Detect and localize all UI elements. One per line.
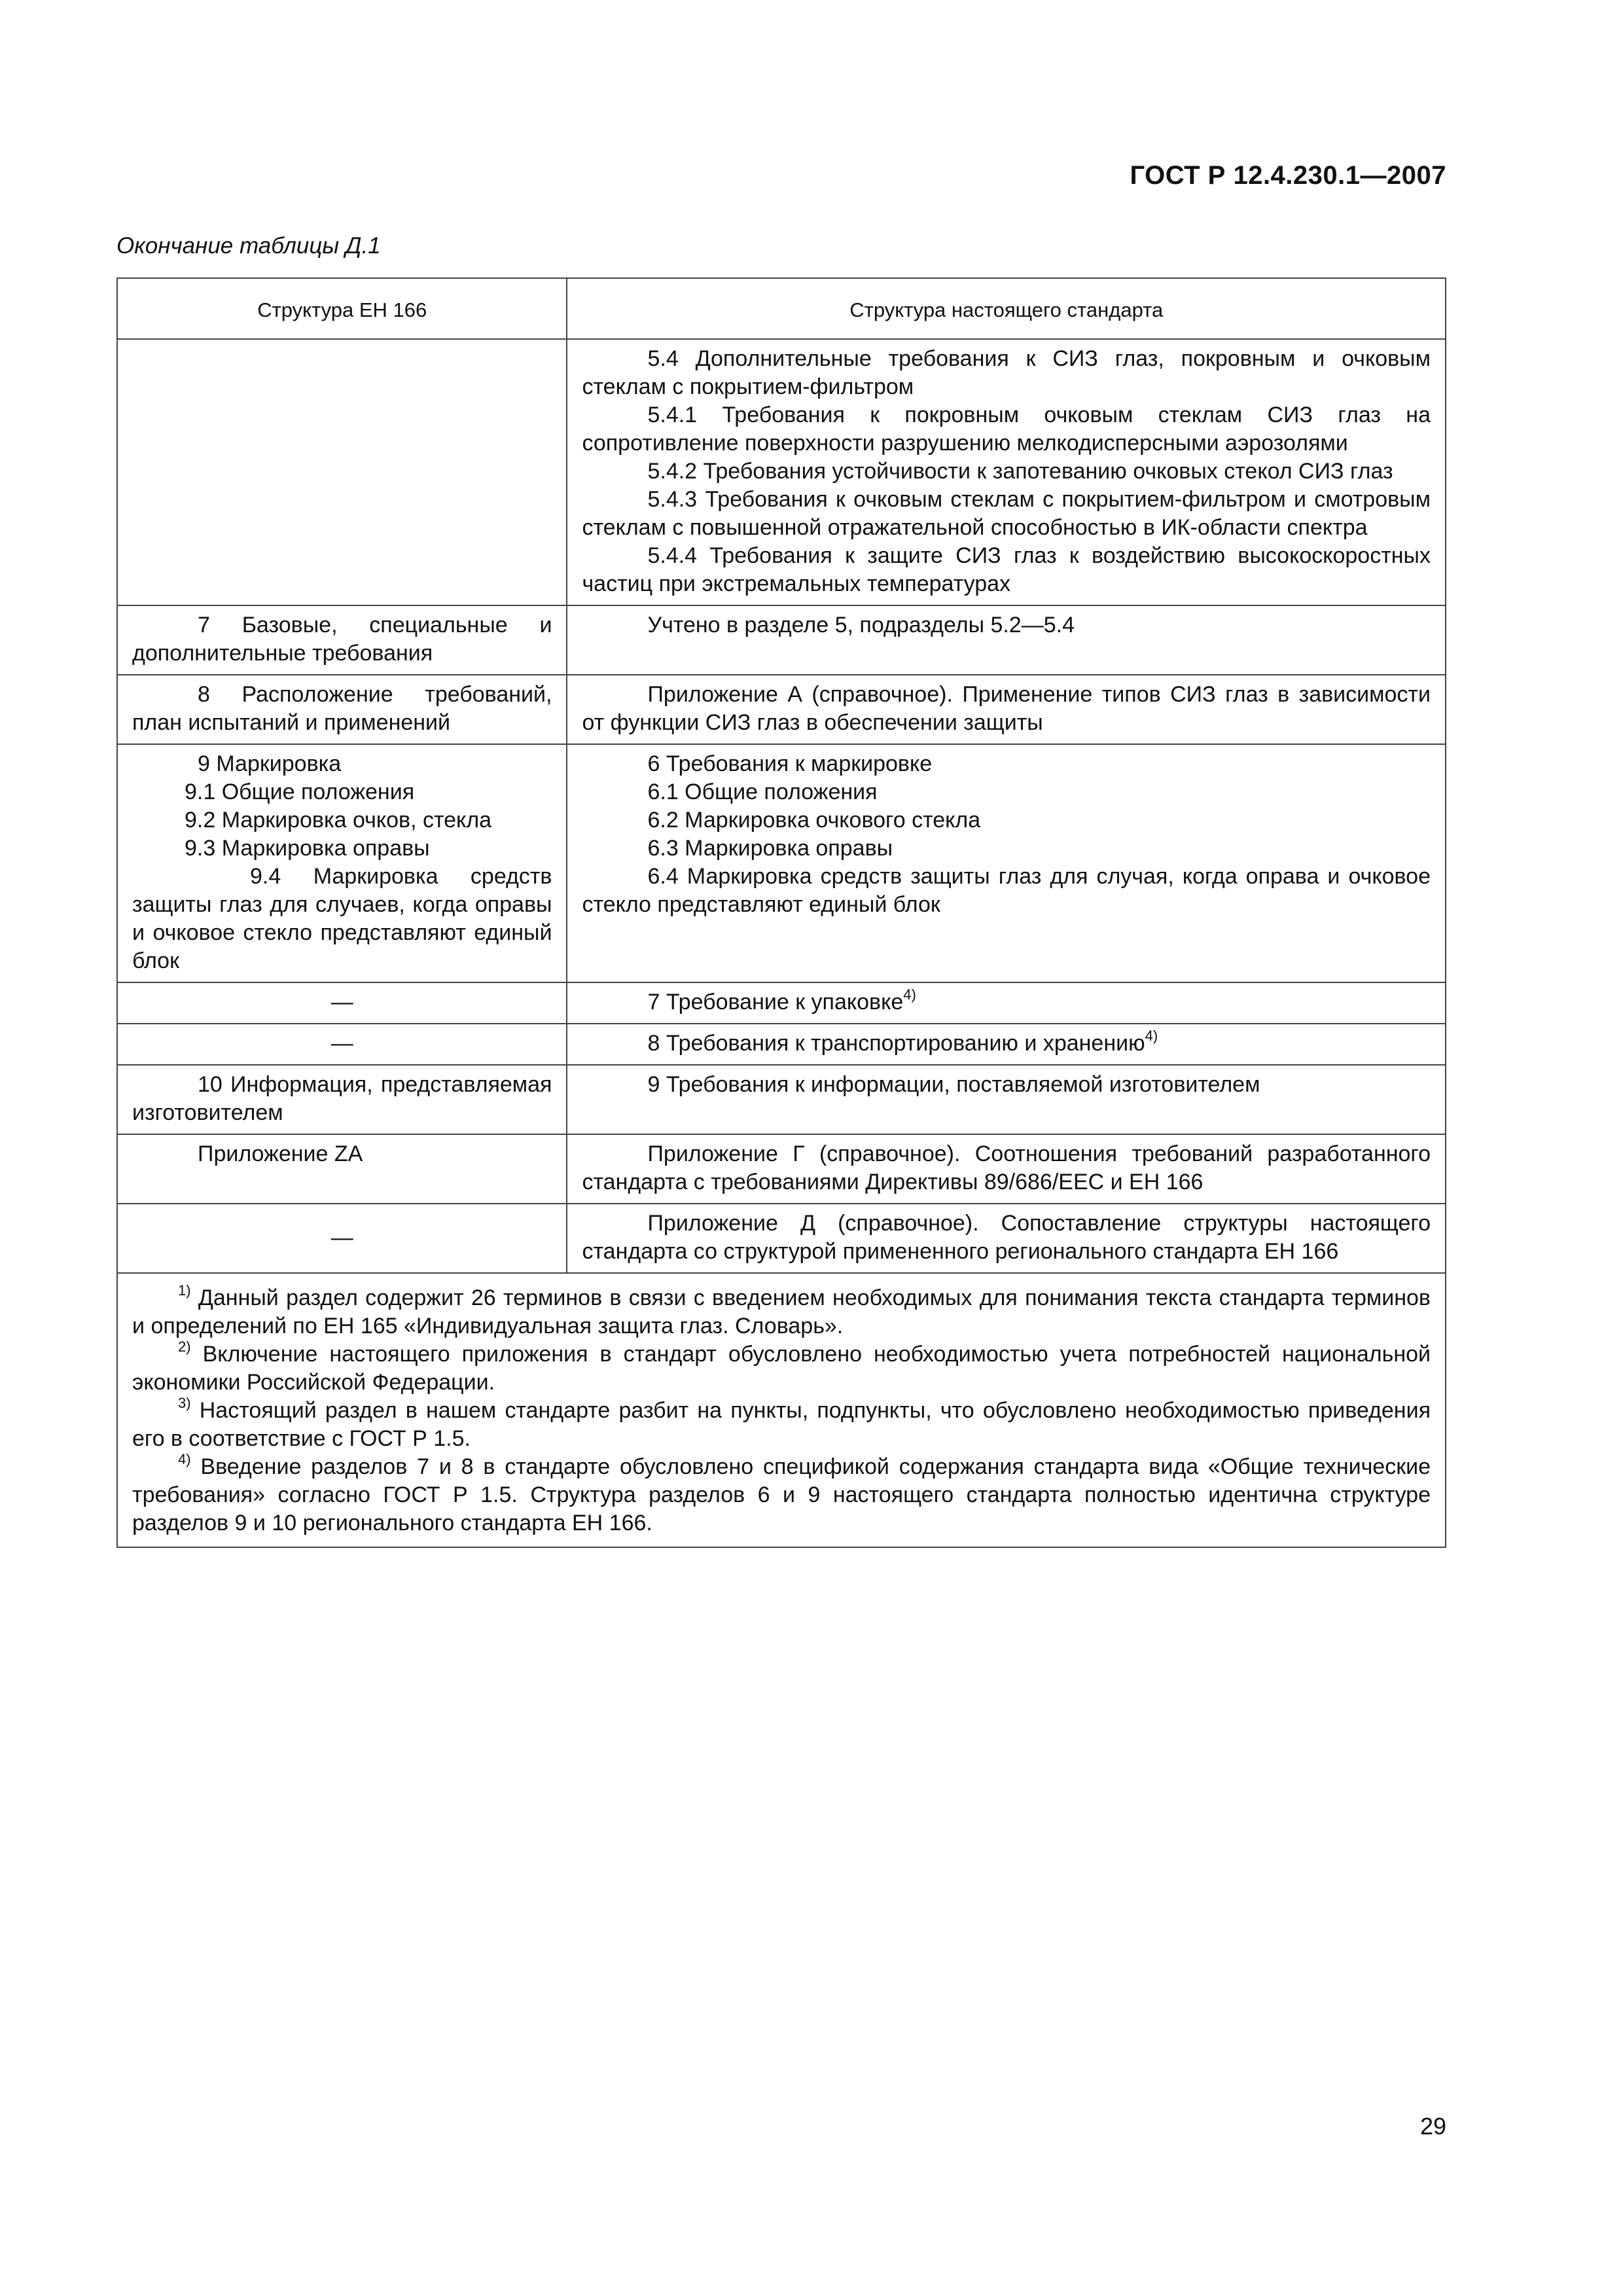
footnote-mark: 1) xyxy=(178,1282,191,1299)
table-row xyxy=(117,1024,1446,1065)
clause-5-4-4: 5.4.4 Требования к защите СИЗ глаз к воздействию высокоскоростных частиц при экстремальных температурах xyxy=(582,543,1431,596)
table-row xyxy=(117,339,1446,605)
clause-6-4: 6.4 Маркировка средств защиты глаз для случая, когда оправа и очковое стекло представляют единый блок xyxy=(582,864,1431,917)
footnote-ref: 4) xyxy=(903,986,916,1003)
column-header-this-standard: Структура настоящего стандарта xyxy=(567,278,1446,339)
cell-text: 9 Требования к информации, поставляемой изготовителем xyxy=(647,1072,1260,1097)
table-cell xyxy=(117,1134,567,1204)
clause-9-2: 9.2 Маркировка очков, стекла xyxy=(185,808,492,833)
cell-text: 8 Расположение требований, план испытаний и применений xyxy=(132,682,552,735)
page-number: 29 xyxy=(1419,2113,1446,2140)
table-cell xyxy=(117,675,567,744)
table-row xyxy=(117,744,1446,982)
cell-text xyxy=(582,1027,1431,1058)
clause-9: 9 Маркировка xyxy=(198,751,342,776)
table-cell-dash: — xyxy=(117,982,567,1024)
cell-text-main: 8 Требования к транспортированию и хранению xyxy=(647,1031,1145,1056)
cell-text: 7 Базовые, специальные и дополнительные требования xyxy=(132,613,552,666)
table-cell-dash: — xyxy=(117,1024,567,1065)
footnote-text: Настоящий раздел в нашем стандарте разбит на пункты, подпункты, что обусловлено необходимостью приведения его в соответствие с ГОСТ Р 1.5. xyxy=(132,1398,1431,1451)
footnote-4 xyxy=(132,1450,1431,1537)
footnote-mark: 4) xyxy=(178,1450,191,1467)
footnote-text: Включение настоящего приложения в стандарт обусловлено необходимостью учета потребностей национальной экономики Российской Федерации. xyxy=(132,1342,1431,1395)
cell-text: Приложение Г (справочное). Соотношения требований разработанного стандарта с требованиями Директивы 89/686/ЕЕС и ЕН 166 xyxy=(582,1141,1431,1194)
table-row xyxy=(117,982,1446,1024)
table-row xyxy=(117,1065,1446,1134)
cell-text: Приложение ZA xyxy=(198,1141,363,1166)
footnote-1 xyxy=(132,1284,1431,1340)
footnote-mark: 2) xyxy=(178,1338,191,1355)
cell-text: Приложение Д (справочное). Сопоставление структуры настоящего стандарта со структурой примененного регионального стандарта ЕН 166 xyxy=(582,1211,1431,1264)
cell-text: Приложение А (справочное). Применение типов СИЗ глаз в зависимости от функции СИЗ глаз в обеспечении защиты xyxy=(582,682,1431,735)
footnotes-row xyxy=(117,1273,1446,1547)
table-caption: Окончание таблицы Д.1 xyxy=(116,233,381,259)
footnote-text: Данный раздел содержит 26 терминов в связи с введением необходимых для понимания текста стандарта терминов и определений по ЕН 165 «Индивидуальная защита глаз. Словарь». xyxy=(132,1285,1431,1338)
table-cell xyxy=(117,1065,567,1134)
clause-5-4-2: 5.4.2 Требования устойчивости к запотеванию очковых стекол СИЗ глаз xyxy=(647,459,1393,484)
table-cell xyxy=(567,675,1446,744)
clause-6-3: 6.3 Маркировка оправы xyxy=(647,836,893,861)
clause-6-2: 6.2 Маркировка очкового стекла xyxy=(647,808,981,833)
table-cell xyxy=(567,1204,1446,1273)
table-cell xyxy=(567,1024,1446,1065)
table-cell-empty xyxy=(117,339,567,605)
table-row xyxy=(117,1204,1446,1273)
document-header: ГОСТ Р 12.4.230.1—2007 xyxy=(1130,161,1446,190)
table-cell xyxy=(567,744,1446,982)
footnote-ref: 4) xyxy=(1145,1027,1158,1044)
table-row xyxy=(117,675,1446,744)
table-row xyxy=(117,1134,1446,1204)
cell-text-main: 7 Требование к упаковке xyxy=(647,990,904,1014)
table-cell-dash: — xyxy=(117,1204,567,1273)
table-cell xyxy=(567,339,1446,605)
table-row xyxy=(117,605,1446,675)
cell-text: Учтено в разделе 5, подразделы 5.2—5.4 xyxy=(647,613,1075,637)
cell-text xyxy=(582,988,1431,1016)
clause-9-4: 9.4 Маркировка средств защиты глаз для случаев, когда оправы и очковое стекло представляют единый блок xyxy=(132,864,552,973)
column-header-en166: Структура ЕН 166 xyxy=(117,278,567,339)
clause-5-4: 5.4 Дополнительные требования к СИЗ глаз, покровным и очковым стеклам с покрытием-фильтром xyxy=(582,346,1431,399)
comparison-table xyxy=(116,278,1446,1548)
table-cell xyxy=(567,1134,1446,1204)
table-cell xyxy=(567,605,1446,675)
table-cell xyxy=(567,982,1446,1024)
table-cell xyxy=(567,1065,1446,1134)
table-header-row xyxy=(117,278,1446,339)
clause-9-1: 9.1 Общие положения xyxy=(185,780,415,804)
table-cell xyxy=(117,744,567,982)
clause-5-4-3: 5.4.3 Требования к очковым стеклам с покрытием-фильтром и смотровым стеклам с повышенной отражательной способностью в ИК-области спектра xyxy=(582,487,1431,540)
clause-5-4-1: 5.4.1 Требования к покровным очковым стеклам СИЗ глаз на сопротивление поверхности разрушению мелкодисперсными аэрозолями xyxy=(582,403,1431,456)
footnote-mark: 3) xyxy=(178,1394,191,1411)
footnotes-cell xyxy=(117,1273,1446,1547)
clause-9-3: 9.3 Маркировка оправы xyxy=(185,836,430,861)
footnote-text: Введение разделов 7 и 8 в стандарте обусловлено спецификой содержания стандарта вида «Общие технические требования» согласно ГОСТ Р 1.5. Структура разделов 6 и 9 настоящего стандарта полностью идентична структуре разделов 9 и 10 регионального стандарта ЕН 166. xyxy=(132,1454,1431,1535)
footnote-3 xyxy=(132,1394,1431,1453)
clause-6: 6 Требования к маркировке xyxy=(647,751,933,776)
clause-6-1: 6.1 Общие положения xyxy=(647,780,878,804)
footnote-2 xyxy=(132,1340,1431,1397)
table-cell xyxy=(117,605,567,675)
cell-text: 10 Информация, представляемая изготовителем xyxy=(132,1072,552,1125)
